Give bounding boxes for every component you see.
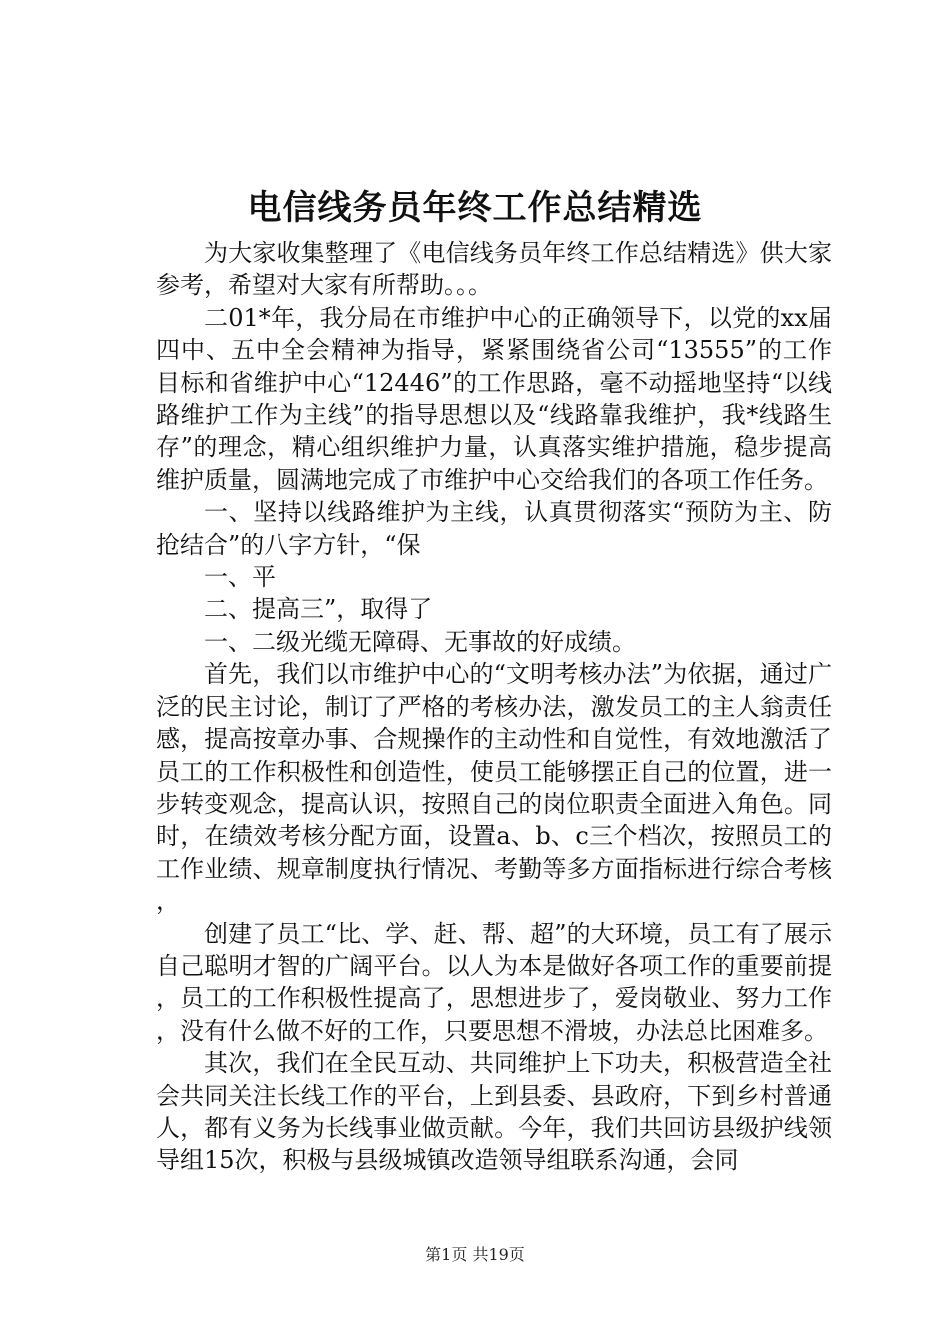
paragraph-overview: 二01*年，我分局在市维护中心的正确领导下，以党的xx届四中、五中全会精神为指导，紧紧围绕省公司“13555”的工作目标和省维护中心“12446”的工作思路，毫不动摇地坚持“以线路维护工作为主线”的指导思想以及“线路靠我维护，我*线路生存”的理念，精心组织维护力量，认真落实维护措施，稳步提高维护质量，圆满地完成了市维护中心交给我们的各项工作任务。 [156, 303, 832, 494]
paragraph-list-item-tigao: 二、提高三”，取得了 [204, 595, 433, 624]
paragraph-list-item-result: 一、二级光缆无障碍、无事故的好成绩。 [204, 627, 636, 656]
paragraph-environment: 创建了员工“比、学、赶、帮、超”的大环境，员工有了展示自己聪明才智的广阔平台。以人为本是做好各项工作的重要前提，员工的工作积极性提高了，思想进步了，爱岗敬业、努力工作，没有什么做不好的工作，只要思想不滑坡，办法总比困难多。 [156, 919, 832, 1045]
paragraph-list-item-ping: 一、平 [204, 563, 276, 592]
paragraph-first-measure: 首先，我们以市维护中心的“文明考核办法”为依据，通过广泛的民主讨论，制订了严格的考核办法，激发员工的主人翁责任感，提高按章办事、合规操作的主动性和自觉性，有效地激活了员工的工作积极性和创造性，使员工能够摆正自己的位置，进一步转变观念，提高认识，按照自己的岗位职责全面进入角色。同时，在绩效考核分配方面，设置a、b、c三个档次，按照员工的工作业绩、规章制度执行情况、考勤等多方面指标进行综合考核， [156, 660, 832, 916]
paragraph-section-one-heading: 一、坚持以线路维护为主线，认真贯彻落实“预防为主、防抢结合”的八字方针，“保 [156, 498, 832, 559]
document-body [156, 237, 832, 1177]
page-title: 电信线务员年终工作总结精选 [247, 188, 703, 228]
page-number: 第1页 共19页 [425, 1245, 525, 1264]
paragraph-intro: 为大家收集整理了《电信线务员年终工作总结精选》供大家参考，希望对大家有所帮助。。。 [156, 239, 832, 300]
paragraph-second-measure: 其次，我们在全民互动、共同维护上下功夫，积极营造全社会共同关注长线工作的平台，上到县委、县政府，下到乡村普通人，都有义务为长线事业做贡献。今年，我们共回访县级护线领导组15次，积极与县级城镇改造领导组联系沟通，会同 [156, 1049, 832, 1175]
